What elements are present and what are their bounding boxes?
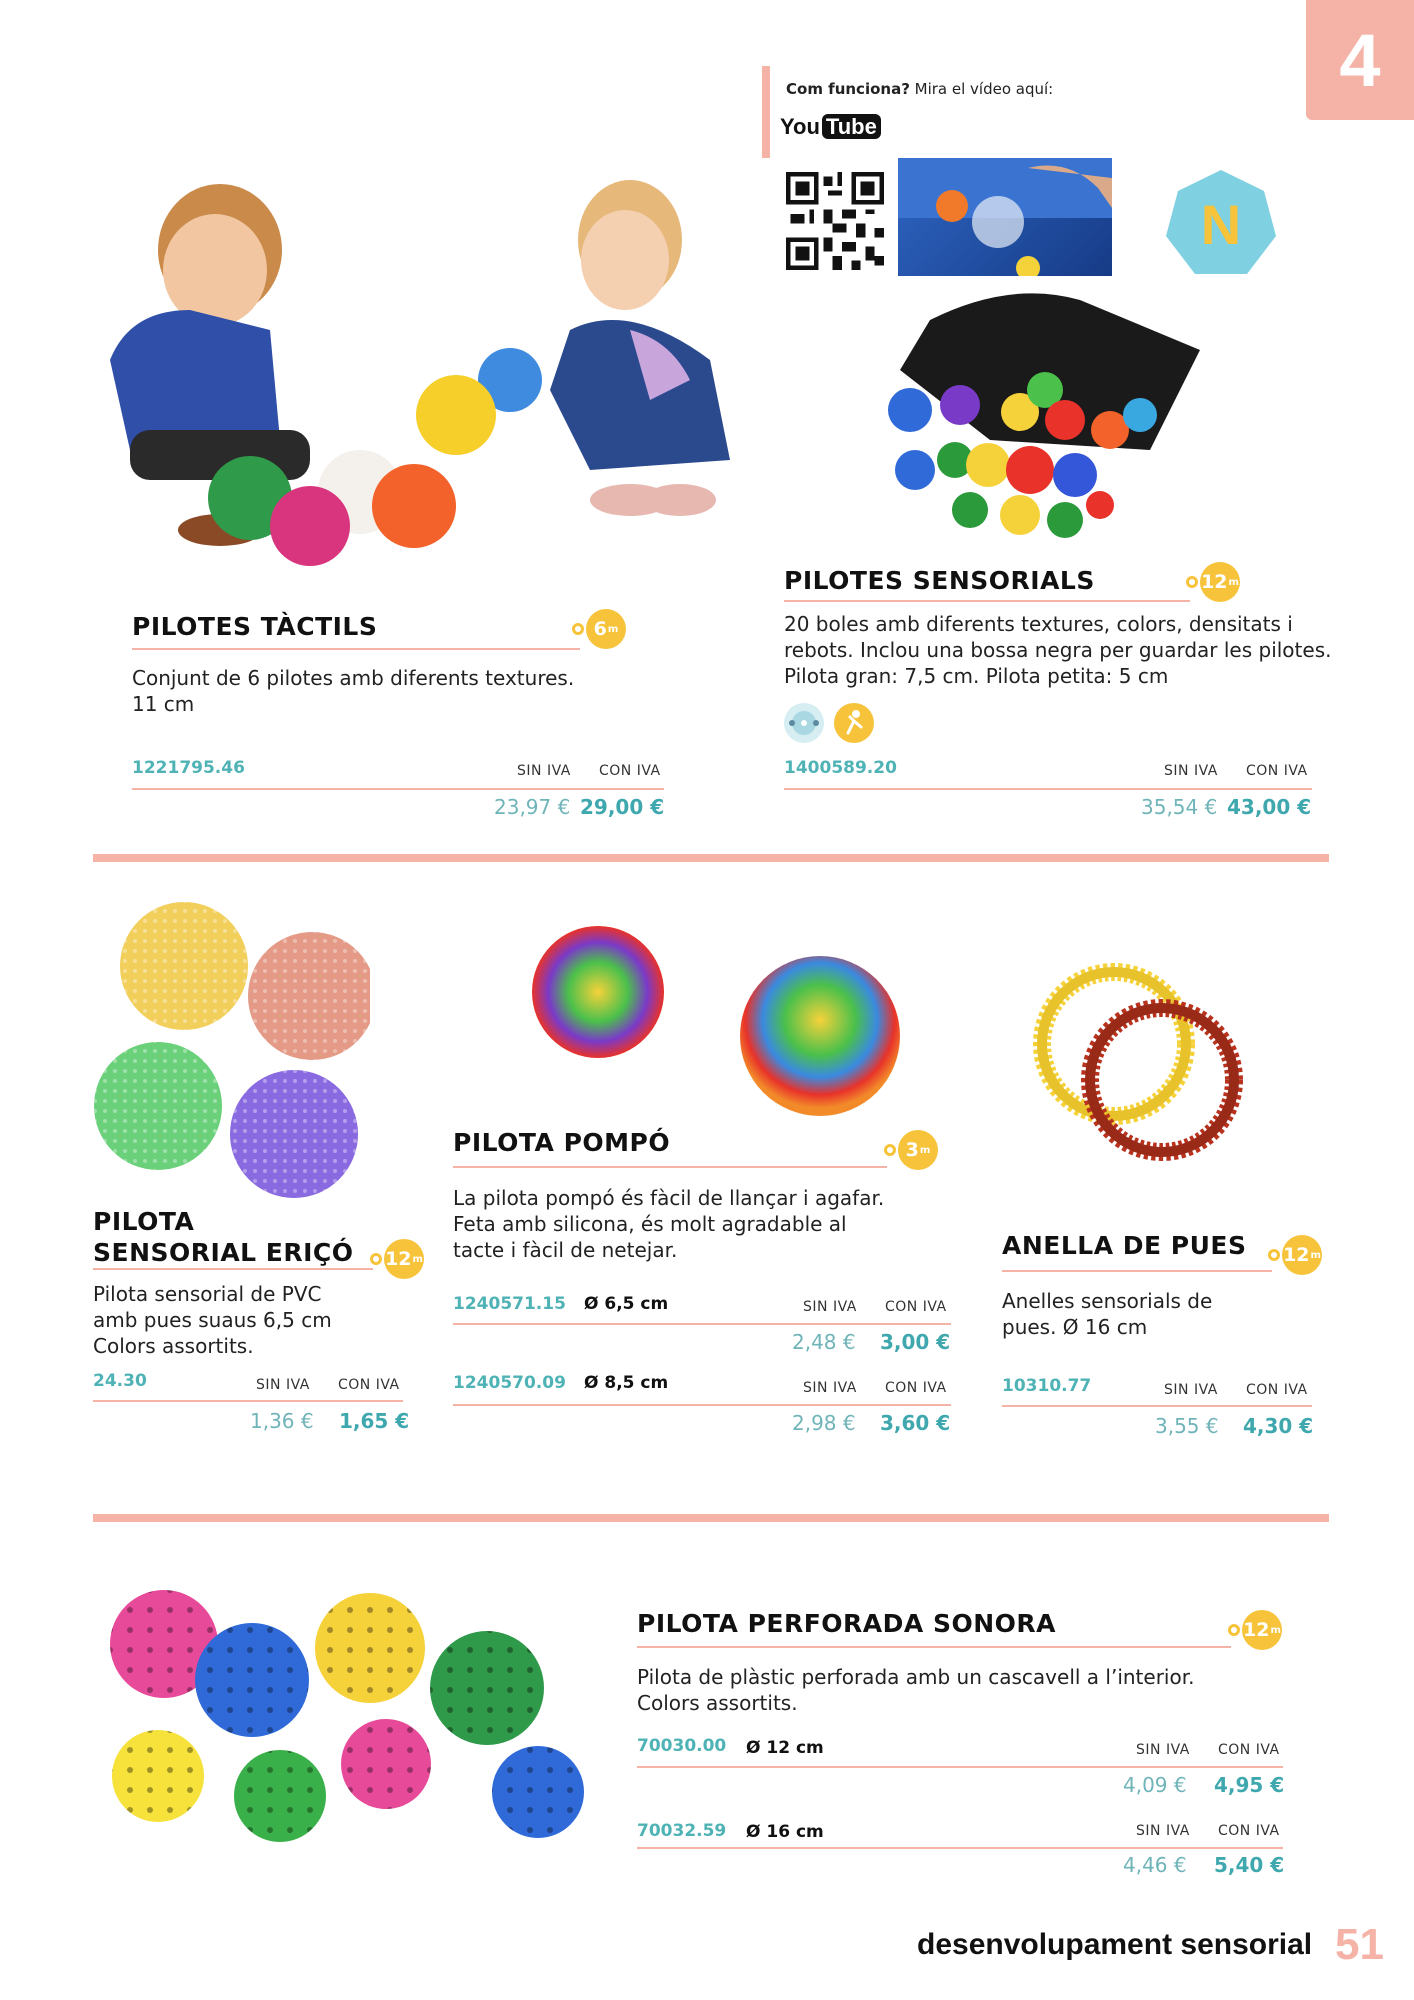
anella-pues-photo [1020,950,1260,1170]
price-with-vat: 43,00 € [1227,795,1312,819]
price-without-vat: 4,09 € [1123,1773,1187,1797]
price-without-vat: 1,36 € [250,1409,314,1433]
product-description: Anelles sensorials de pues. Ø 16 cm [1002,1289,1213,1339]
age-badge [1228,1610,1286,1650]
age-badge [884,1130,942,1170]
price-with-vat: 3,00 € [880,1330,951,1354]
pilotes-tactils-photo [70,130,750,600]
product-code: 24.30 [93,1371,147,1391]
price-without-vat: 2,48 € [792,1330,856,1354]
age-badge [572,609,630,649]
video-thumbnail[interactable] [898,158,1112,276]
price-rule [93,1400,403,1402]
video-label-text: Mira el vídeo aquí: [909,80,1054,98]
sin-iva-label: SIN IVA [517,763,571,779]
price-without-vat: 2,98 € [792,1411,856,1435]
age-badge-value: 6 m [586,609,626,649]
age-badge-dot [572,623,584,635]
sin-iva-label: SIN IVA [256,1377,310,1393]
video-label-question: Com funciona? [786,80,910,98]
age-badge-dot [1268,1249,1280,1261]
price-rule [453,1323,951,1325]
price-with-vat: 4,30 € [1243,1414,1314,1438]
price-with-vat: 29,00 € [580,795,665,819]
motor-skills-icon [834,703,874,743]
title-underline [637,1646,1231,1648]
product-code: 1240570.09 [453,1373,566,1393]
price-rule [453,1404,951,1406]
product-code: 70030.00 [637,1736,727,1756]
section-footer: desenvolupament sensorial [917,1928,1313,1961]
chapter-tab: 4 [1306,0,1414,120]
section-divider [93,854,1329,862]
age-badge-value: 12 m [1242,1610,1282,1650]
product-code: 1221795.46 [132,758,245,778]
age-badge-value: 12 m [1282,1235,1322,1275]
title-underline [93,1268,373,1270]
product-title: ANELLA DE PUES [1002,1231,1247,1260]
age-badge-dot [884,1144,896,1156]
pilotes-sensorials-photo [870,280,1210,550]
price-without-vat: 23,97 € [494,795,571,819]
product-description: La pilota pompó és fàcil de llançar i agafar. Feta amb silicona, és molt agradable al tacte i fàcil de netejar. [453,1186,885,1262]
youtube-logo-tube: Tube [822,114,881,139]
con-iva-label: CON IVA [1218,1823,1280,1839]
product-title: PILOTA PERFORADA SONORA [637,1609,1056,1638]
age-badge-value: 3 m [898,1130,938,1170]
product-size: Ø 8,5 cm [584,1373,669,1393]
price-rule [1002,1405,1312,1407]
price-without-vat: 35,54 € [1141,795,1218,819]
page-number: 51 [1335,1920,1384,1969]
price-rule [637,1766,1283,1768]
pilota-erico-photo [90,896,370,1206]
title-underline [132,648,580,650]
product-description: 20 boles amb diferents textures, colors, densitats i rebots. Inclou una bossa negra per guardar les pilotes. Pilota gran: 7,5 cm. Pilota petita: 5 cm [784,612,1332,688]
product-title: PILOTA SENSORIAL ERIÇÓ [93,1207,354,1267]
age-badge-dot [1186,576,1198,588]
price-rule [784,788,1312,790]
product-size: Ø 6,5 cm [584,1294,669,1314]
age-badge-value: 12 m [1200,562,1240,602]
sin-iva-label: SIN IVA [1136,1742,1190,1758]
con-iva-label: CON IVA [1218,1742,1280,1758]
new-badge-letter: N [1200,193,1242,256]
qr-code-icon[interactable] [786,172,884,270]
price-rule [637,1847,1283,1849]
con-iva-label: CON IVA [1246,763,1308,779]
product-code: 70032.59 [637,1821,727,1841]
price-with-vat: 1,65 € [339,1409,410,1433]
section-divider [93,1514,1329,1522]
new-product-badge [1166,170,1276,280]
price-rule [132,788,664,790]
sin-iva-label: SIN IVA [803,1299,857,1315]
product-title: PILOTES TÀCTILS [132,612,378,641]
title-underline [453,1166,887,1168]
sin-iva-label: SIN IVA [1136,1823,1190,1839]
age-badge [1186,562,1244,602]
product-title: PILOTES SENSORIALS [784,566,1095,595]
price-without-vat: 4,46 € [1123,1853,1187,1877]
product-description: Conjunt de 6 pilotes amb diferents textures. 11 cm [132,666,575,716]
age-badge-dot [370,1253,382,1265]
product-size: Ø 12 cm [746,1738,824,1758]
product-code: 10310.77 [1002,1376,1092,1396]
age-badge-value: 12 m [384,1239,424,1279]
video-preview-image [898,158,1112,276]
con-iva-label: CON IVA [885,1380,947,1396]
price-with-vat: 3,60 € [880,1411,951,1435]
title-underline [784,600,1190,602]
age-badge [1268,1235,1326,1275]
video-label [786,80,1053,98]
con-iva-label: CON IVA [1246,1382,1308,1398]
pilota-perforada-photo [100,1580,600,1850]
price-with-vat: 4,95 € [1214,1773,1285,1797]
texture-icon [784,703,824,743]
youtube-logo-you: You [780,114,820,139]
price-without-vat: 3,55 € [1155,1414,1219,1438]
product-size: Ø 16 cm [746,1822,824,1842]
con-iva-label: CON IVA [338,1377,400,1393]
pilota-pompo-photo [520,910,920,1130]
video-accent-bar [762,66,770,158]
sin-iva-label: SIN IVA [1164,1382,1218,1398]
price-with-vat: 5,40 € [1214,1853,1285,1877]
youtube-logo[interactable] [780,114,881,140]
age-badge [370,1239,428,1279]
product-code: 1240571.15 [453,1294,566,1314]
product-description: Pilota sensorial de PVC amb pues suaus 6,5 cm Colors assortits. [93,1282,332,1358]
product-description: Pilota de plàstic perforada amb un cascavell a l’interior. Colors assortits. [637,1665,1195,1715]
sin-iva-label: SIN IVA [803,1380,857,1396]
con-iva-label: CON IVA [885,1299,947,1315]
title-underline [1002,1270,1272,1272]
product-code: 1400589.20 [784,758,897,778]
con-iva-label: CON IVA [599,763,661,779]
age-badge-dot [1228,1624,1240,1636]
product-title: PILOTA POMPÓ [453,1128,671,1157]
sin-iva-label: SIN IVA [1164,763,1218,779]
